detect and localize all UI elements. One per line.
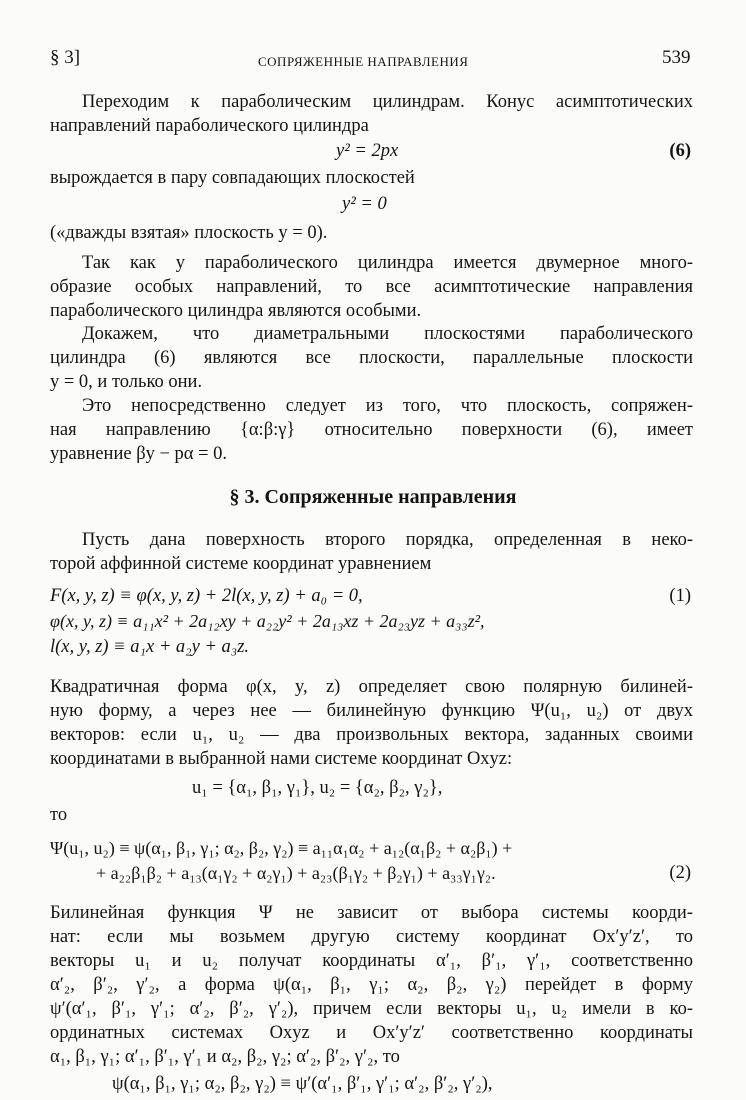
text-line: Это непосредственно следует из того, что плоскость, сопряжен- [82, 396, 693, 416]
header-section: § 3] [50, 47, 81, 68]
text-line: векторов: если u₁, u₂ — два произвольных вектора, заданных своими [50, 725, 693, 745]
text-line: ную форму, а через нее — билинейную функцию Ψ(u₁, u₂) от двух [50, 701, 693, 721]
text-line: нат: если мы возьмем другую систему координат Ox′y′z′, то [50, 927, 693, 947]
equation-number: (6) [669, 141, 691, 161]
text-line: Так как у параболического цилиндра имеется двумерное много- [82, 253, 693, 273]
text-line: вырождается в пару совпадающих плоскостей [50, 168, 415, 188]
text-line: торой аффинной системе координат уравнением [50, 554, 432, 574]
page-number: 539 [662, 47, 691, 68]
text-line: Пусть дана поверхность второго порядка, определенная в неко- [82, 530, 693, 550]
text-line: образие особых направлений, то все асимптотические направления [50, 277, 693, 297]
text-line: уравнение βy − pα = 0. [50, 444, 228, 464]
equation-6: y² = 2px [336, 141, 399, 161]
text-line: векторы u₁ и u₂ получат координаты α′₁, β′₁, γ′₁, соответственно [50, 951, 693, 971]
running-title: СОПРЯЖЕННЫЕ НАПРАВЛЕНИЯ [258, 54, 469, 69]
text-line: то [50, 805, 68, 825]
text-line: Квадратичная форма φ(x, y, z) определяет свою полярную билиней- [50, 677, 693, 697]
text-line: Билинейная функция Ψ не зависит от выбора системы коорди- [50, 903, 693, 923]
text-line: α′₂, β′₂, γ′₂, а форма ψ(α₁, β₁, γ₁; α₂, β₂, γ₂) перейдет в форму [50, 975, 693, 995]
equation-2-line: + a₂₂β₁β₂ + a₁₃(α₁γ₂ + α₂γ₁) + a₂₃(β₁γ₂ + β₂γ₁) + a₃₃γ₁γ₂. [96, 863, 496, 883]
equation-last: ψ(α₁, β₁, γ₁; α₂, β₂, γ₂) ≡ ψ′(α′₁, β′₁, γ′₁; α′₂, β′₂, γ′₂), [112, 1074, 493, 1094]
equation-number: (2) [669, 863, 691, 883]
equation-1-line: F(x, y, z) ≡ φ(x, y, z) + 2l(x, y, z) + a₀ = 0, [50, 586, 363, 606]
text-line: y = 0, и только они. [50, 372, 203, 392]
text-line: координатами в выбранной нами системе координат Oxyz: [50, 749, 513, 769]
text-line: ψ′(α′₁, β′₁, γ′₁; α′₂, β′₂, γ′₂), причем если векторы u₁, u₂ имели в ко- [50, 999, 693, 1019]
equation-vectors: u₁ = {α₁, β₁, γ₁}, u₂ = {α₂, β₂, γ₂}, [192, 778, 443, 798]
text-line: («дважды взятая» плоскость y = 0). [50, 223, 328, 243]
text-line: Докажем, что диаметральными плоскостями параболического [82, 324, 693, 344]
text-line: ординатных системах Oxyz и Ox′y′z′ соответственно координаты [50, 1023, 693, 1043]
equation-1-line: l(x, y, z) ≡ a₁x + a₂y + a₃z. [50, 637, 250, 657]
text-line: α₁, β₁, γ₁; α′₁, β′₁, γ′₁ и α₂, β₂, γ₂; α′₂, β′₂, γ′₂, то [50, 1047, 400, 1067]
equation-number: (1) [669, 586, 691, 606]
text-line: направлений параболического цилиндра [50, 116, 369, 136]
section-heading: § 3. Сопряженные направления [229, 486, 517, 508]
text-line: цилиндра (6) являются все плоскости, параллельные плоскости [50, 348, 693, 368]
equation: y² = 0 [342, 194, 387, 214]
text-line: параболического цилиндра являются особыми. [50, 301, 422, 321]
equation-2-line: Ψ(u₁, u₂) ≡ ψ(α₁, β₁, γ₁; α₂, β₂, γ₂) ≡ a₁₁α₁α₂ + a₁₂(α₁β₂ + α₂β₁) + [50, 838, 513, 858]
text-line: Переходим к параболическим цилиндрам. Конус асимптотических [82, 92, 693, 112]
text-line: ная направлению {α:β:γ} относительно поверхности (6), имеет [50, 420, 693, 440]
equation-1-line: φ(x, y, z) ≡ a₁₁x² + 2a₁₂xy + a₂₂y² + 2a₁₃xz + 2a₂₃yz + a₃₃z², [50, 611, 485, 631]
